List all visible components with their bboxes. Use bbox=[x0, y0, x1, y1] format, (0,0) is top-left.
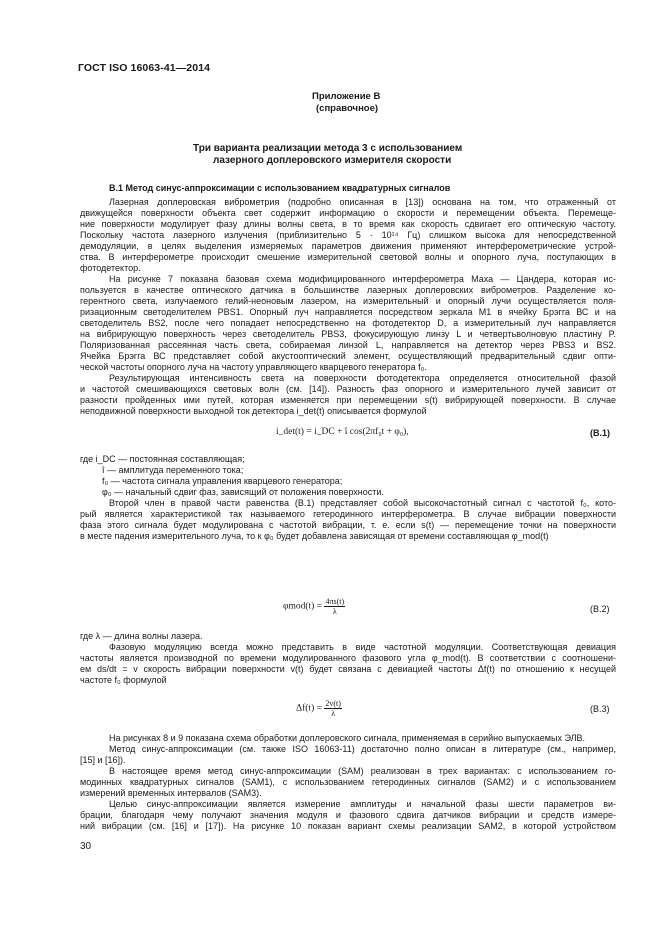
text-line: Лазерная доплеровская виброметрия (подробно описанная в [13]) основана на том, что отраженный от bbox=[109, 197, 616, 207]
equation-b1: i_det(t) = i_DC + î cos(2πf₀t + φ₀), bbox=[276, 427, 409, 437]
text-line: ние поверхности модулирует фазу длины волны света, в то время как скорость сдвигает его оптическую частоту. bbox=[80, 219, 616, 229]
text-line: демодуляции, в целях выделения измеряемых параметров движения применяют интерферометрические устрой- bbox=[80, 241, 616, 251]
text-line: и частотой смешивающихся световых волн (см. [14]). Разность фаз опорного и измерительного лучей зависит от bbox=[80, 384, 616, 394]
appendix-label: Приложение В bbox=[312, 91, 381, 102]
text-line: фотодетектор. bbox=[80, 263, 141, 273]
appendix-type: (справочное) bbox=[316, 103, 379, 114]
equation-number-b2: (В.2) bbox=[590, 604, 610, 614]
text-line: На рисунках 8 и 9 показана схема обработки доплеровского сигнала, применяемая в серийно выпускаемых ЭЛВ. bbox=[109, 733, 586, 743]
text-line: Целью синус-аппроксимации является измерение амплитуды и начальной фазы шести параметров ви- bbox=[109, 799, 616, 809]
equation-number-b1: (В.1) bbox=[590, 428, 610, 438]
standard-header: ГОСТ ISO 16063-41—2014 bbox=[78, 62, 211, 74]
text-line: движущейся поверхности объекта свет содержит информацию о скорости и перемещении объекта. Перемеще- bbox=[80, 208, 616, 218]
text-line: ризационным светоделителем PBS1. Опорный луч направляется посредством зеркала M1 в ячейку Брэгга ВС и на bbox=[80, 307, 616, 317]
text-line: пользуется в качестве оптического датчика в большинстве лазерных доплеровских виброметров. Разделение ко- bbox=[80, 285, 616, 295]
text-line: На рисунке 7 показана базовая схема модифицированного интерферометра Маха — Цандера, которая ис- bbox=[109, 274, 616, 284]
equation-b3-numerator: 2v(t) bbox=[325, 699, 341, 708]
definition-line: f₀ — частота сигнала управления кварцевого генератора; bbox=[102, 476, 343, 486]
definition-line: î — амплитуда переменного тока; bbox=[102, 465, 244, 475]
equation-b3 bbox=[296, 699, 342, 718]
equation-b3-fraction bbox=[324, 699, 342, 718]
text-line: частоты является производной по времени модулированного фазового угла φ_mod(t). В соответствии с соотношени- bbox=[80, 653, 616, 663]
equation-b2-lhs: φmod(t) = bbox=[283, 601, 323, 612]
text-line: В настоящее время метод синус-аппроксимации (SAM) реализован в трех вариантах: с использованием го- bbox=[109, 766, 616, 776]
text-line: Второй член в правой части равенства (В.1) представляет собой высокочастотный сигнал с частотой f₀, кото- bbox=[109, 498, 616, 508]
text-line: разности пройденных ими путей, которая изменяется при перемещении s(t) вибрирующей поверхности. В случае bbox=[80, 395, 616, 405]
definition-line: где i_DC — постоянная составляющая; bbox=[80, 454, 245, 464]
text-line: рый является характеристикой так называемого гетеродинного интерферометра. В случае вибрации поверхности bbox=[80, 509, 616, 519]
text-line: ческой частоты опорного луча на частоту управляющего кварцевого генератора f₀. bbox=[80, 362, 427, 372]
equation-number-b3: (В.3) bbox=[590, 704, 610, 714]
equation-b3-lhs: Δf(t) = bbox=[296, 703, 322, 714]
text-line: модинных квадратурных сигналов (SAM1), с использованием гетеродинных сигналов (SAM2) и с использованием bbox=[80, 777, 616, 787]
equation-b3-denominator: λ bbox=[331, 709, 336, 718]
text-line: измерений временных интервалов (SAM3). bbox=[80, 788, 262, 798]
definition-line: φ₀ — начальный сдвиг фаз, зависящий от положения поверхности. bbox=[102, 487, 384, 497]
title-line-1: Три варианта реализации метода 3 с использованием bbox=[193, 143, 463, 154]
text-line: [15] и [16]). bbox=[80, 755, 126, 765]
text-line: Поскольку частота лазерного излучения (приблизительно 5 · 10¹⁴ Гц) слишком высока для непосредственной bbox=[80, 230, 616, 240]
text-line: Результирующая интенсивность света на поверхности фотодетектора определяется относительной фазой bbox=[109, 373, 616, 383]
text-line: где λ — длина волны лазера. bbox=[80, 631, 203, 641]
equation-b2 bbox=[283, 597, 345, 616]
text-line: ства. В интерферометре происходит смешение измерительной световой волны и опорного луча, поступающих в bbox=[80, 252, 616, 262]
text-line: Метод синус-аппроксимации (см. также ISO 16063-11) достаточно полно описан в литературе (см., например, bbox=[109, 744, 616, 754]
text-line: неподвижной поверхности выходной ток детектора i_det(t) описывается формулой bbox=[80, 406, 427, 416]
equation-b2-fraction bbox=[324, 597, 345, 616]
page-number: 30 bbox=[80, 841, 92, 852]
text-line: частоте f₀ формулой bbox=[80, 675, 167, 685]
text-line: светоделитель BS2, после чего попадает непосредственно на фотодетектор D, а измерительный луч направляется bbox=[80, 318, 616, 328]
text-line: Фазовую модуляцию всегда можно представить в виде частотной модуляции. Соответствующая девиация bbox=[109, 642, 616, 652]
text-line: герентного света, излучаемого гелий-неоновым лазером, на измерительный и опорный лучи осуществляется поля- bbox=[80, 296, 616, 306]
text-line: Поляризованная рассеянная часть света, собираемая линзой L, направляется на детектор через PBS3 и BS2. bbox=[80, 340, 616, 350]
equation-b2-denominator: λ bbox=[332, 607, 337, 616]
text-line: брации, благодаря чему получают значения модуля и фазового сдвига датчиков вибрации и средств измере- bbox=[80, 810, 616, 820]
title-line-2: лазерного доплеровского измерителя скорости bbox=[213, 155, 452, 166]
text-line: в месте падения измерительного луча, то к φ₀ будет добавлена зависящая от времени составляющая φ_mod(t) bbox=[80, 531, 549, 541]
text-line: Ячейка Брэгга ВС представляет собой акустооптический элемент, осуществляющий предварительный сдвиг опти- bbox=[80, 351, 616, 361]
section-heading: В.1 Метод синус-аппроксимации с использованием квадратурных сигналов bbox=[109, 183, 451, 193]
text-line: ем ds/dt = v скорость вибрации поверхности v(t) будет связана с девиацией частоты Δf(t) по отношению к несущей bbox=[80, 664, 616, 674]
text-line: фаза этого сигнала будет модулирована с частотой вибрации, т. е. если s(t) — перемещение точки на поверхности bbox=[80, 520, 616, 530]
text-line: ний вибрации (см. [16] и [17]). На рисунке 10 показан вариант схемы реализации SAM2, в которой устройством bbox=[80, 821, 616, 831]
text-line: на вибрирующую поверхность через светоделитель PBS3, фокусирующую линзу L и четвертьволновую пластину P. bbox=[80, 329, 616, 339]
equation-b2-numerator: 4πs(t) bbox=[325, 597, 345, 606]
